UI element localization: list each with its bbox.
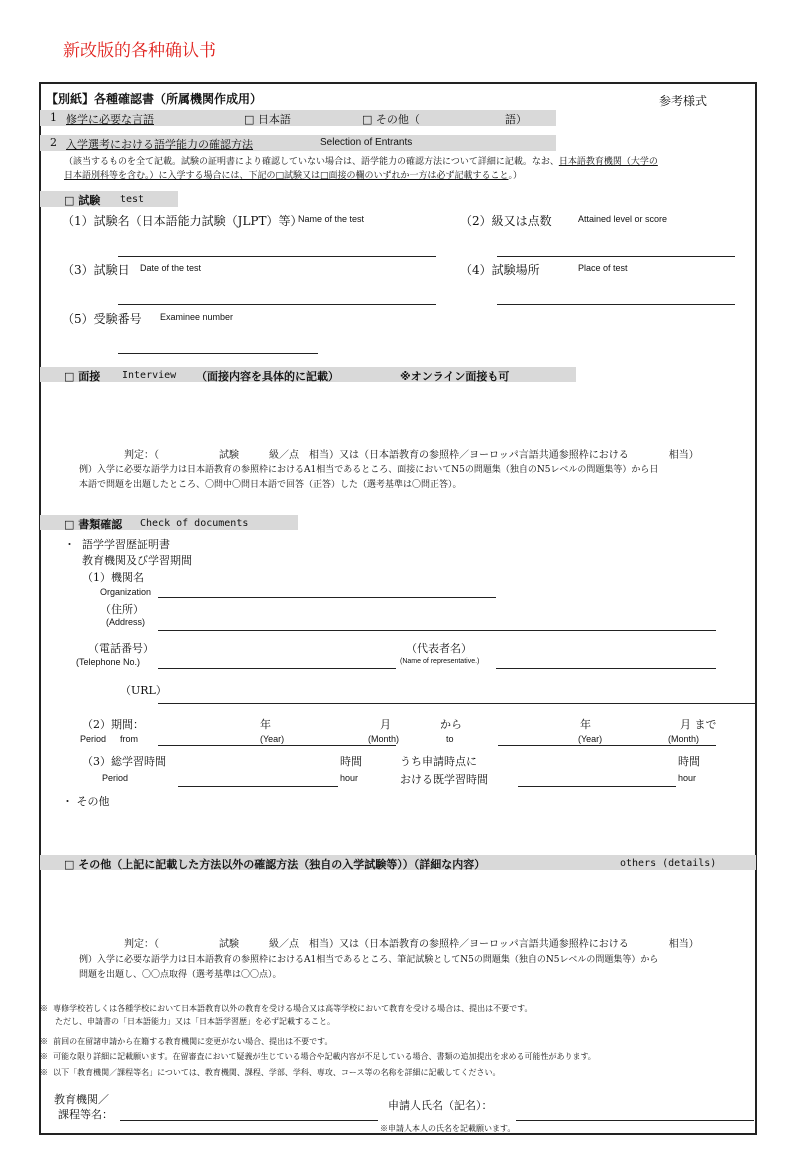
to-month-en: (Month) xyxy=(668,734,700,744)
others-judgement: 判定：（ 試験 級／点 相当）又は（日本語教育の参照枠／ヨーロッパ言語共通参照枠における 相当） xyxy=(124,939,699,950)
address-en: (Address) xyxy=(106,617,146,627)
checkbox-icon: □ xyxy=(64,858,75,871)
period-en: Period xyxy=(80,734,107,744)
q1-other-label: その他（ xyxy=(375,113,420,126)
test-date-field[interactable] xyxy=(118,304,436,305)
to-en: to xyxy=(446,734,454,744)
period-label: （2）期間： xyxy=(82,718,144,731)
q1-number: 1 xyxy=(50,111,57,124)
checkbox-icon: □ xyxy=(64,370,75,383)
note-4: ※ 以下「教育機関／課程等名」については、教育機関、課程、学部、学科、専攻、コース等の名称を詳細に記載してください。 xyxy=(40,1068,501,1077)
applicant-name-label: 申請人氏名（記名）： xyxy=(388,1099,493,1112)
org-label: （1）機関名 xyxy=(82,571,144,584)
from-month-label: 月 xyxy=(380,718,391,731)
note-1-line2: ただし、申請書の「日本語能力」又は「日本語学習歴」を必ず記載すること。 xyxy=(55,1017,335,1026)
others-example-line1: 例）入学に必要な語学力は日本語教育の参照枠におけるA1相当であるところ、筆記試験としてN5の問題集（独自のN5レベルの問題集等）から xyxy=(79,955,659,965)
to-year-en: (Year) xyxy=(578,734,603,744)
test-name-field[interactable] xyxy=(118,256,436,257)
q1-japanese-checkbox[interactable] xyxy=(244,111,291,127)
level-label: （2）級又は点数 xyxy=(460,214,552,228)
address-label: （住所） xyxy=(100,603,144,616)
kara-label: から xyxy=(440,718,462,731)
from-year-label: 年 xyxy=(260,718,271,731)
q1-label: 修学に必要な言語 xyxy=(66,113,154,126)
institution-label-line2: 課程等名： xyxy=(58,1108,113,1121)
note-2: ※ 前回の在留諸申請から在籍する教育機関に変更がない場合、提出は不要です。 xyxy=(40,1037,333,1046)
cert-subtitle: 教育機関及び学習期間 xyxy=(82,554,192,567)
interview-note: （面接内容を具体的に記載） xyxy=(196,370,339,383)
applicant-note: ※申請人本人の氏名を記載願います。 xyxy=(380,1124,516,1133)
period-to-field[interactable] xyxy=(498,745,716,746)
test-date-en: Date of the test xyxy=(140,263,202,273)
examinee-en: Examinee number xyxy=(160,312,234,322)
phone-field[interactable] xyxy=(158,668,396,669)
representative-label: （代表者名） xyxy=(406,642,472,655)
reference-label: 参考様式 xyxy=(659,94,708,108)
to-month-label: 月 まで xyxy=(680,718,717,731)
examinee-field[interactable] xyxy=(118,353,318,354)
institution-label-line1: 教育機関／ xyxy=(54,1093,109,1106)
checkbox-icon: □ xyxy=(362,113,373,126)
interview-online-note: ※オンライン面接も可 xyxy=(400,370,510,383)
sofar-line2: おける既学習時間 xyxy=(400,773,488,786)
url-field[interactable] xyxy=(158,703,756,704)
interview-example-line2: 本語で問題を出題したところ、〇問中〇問日本語で回答（正答）した（選考基準は〇問正答）。 xyxy=(79,480,462,490)
documents-title-en: Check of documents xyxy=(140,518,249,529)
test-place-en: Place of test xyxy=(578,263,628,273)
interview-judgement: 判定：（ 試験 級／点 相当）又は（日本語教育の参照枠／ヨーロッパ言語共通参照枠における 相当） xyxy=(124,450,699,461)
checkbox-icon: □ xyxy=(244,113,255,126)
level-en: Attained level or score xyxy=(578,214,668,224)
interview-example-line1: 例）入学に必要な語学力は日本語教育の参照枠におけるA1相当であるところ、面接においてN5の問題集（独自のN5レベルの問題集等）から日 xyxy=(79,465,659,475)
q2-note-line1: （該当するものを全て記載。試験の証明書により確認していない場合は、語学能力の確認方法について詳細に記載。なお、日本語教育機関（大学の xyxy=(64,157,658,167)
interview-title-en: Interview xyxy=(122,370,177,381)
q1-other-checkbox[interactable] xyxy=(362,111,420,127)
representative-en: (Name of representative.) xyxy=(400,658,480,665)
test-date-label: （3）試験日 xyxy=(62,263,130,277)
interview-section-header[interactable]: □ 面接 xyxy=(64,370,101,383)
q2-note-line2: 日本語別科等を含む。）に入学する場合には、下記の□試験又は□面接の欄のいずれか一方は必ず記載すること。） xyxy=(64,171,523,181)
note-3: ※ 可能な限り詳細に記載願います。在留審査において疑義が生じている場合や記載内容が不足している場合、書類の追加提出を求める可能性があります。 xyxy=(40,1052,596,1061)
total-hours-unit-en: hour xyxy=(340,773,359,783)
test-band xyxy=(40,191,178,207)
q2-label: 入学選考における語学能力の確認方法 xyxy=(66,138,253,151)
from-year-en: (Year) xyxy=(260,734,285,744)
phone-en: (Telephone No.) xyxy=(76,657,141,667)
test-name-label: （1）試験名（日本語能力試験（JLPT）等） xyxy=(62,214,303,228)
institution-field[interactable] xyxy=(120,1120,378,1121)
test-title-en: test xyxy=(120,194,145,205)
others-example-line2: 問題を出題し、〇〇点取得（選考基準は〇〇点）。 xyxy=(79,970,282,980)
organization-field[interactable] xyxy=(158,597,496,598)
documents-section-header[interactable]: □ 書類確認 xyxy=(64,518,123,531)
period-from-field[interactable] xyxy=(158,745,396,746)
cert-label: 語学学習歴証明書 xyxy=(82,538,170,551)
url-label: （URL） xyxy=(120,684,167,697)
level-field[interactable] xyxy=(497,256,735,257)
sofar-hours-field[interactable] xyxy=(518,786,676,787)
others-title-en: others (details) xyxy=(620,858,717,869)
examinee-label: （5）受験番号 xyxy=(62,312,142,326)
applicant-name-field[interactable] xyxy=(516,1120,754,1121)
q2-number: 2 xyxy=(50,136,57,149)
test-place-field[interactable] xyxy=(497,304,735,305)
total-hours-label: （3）総学習時間 xyxy=(82,755,166,768)
total-hours-field[interactable] xyxy=(178,786,338,787)
bullet: ・ xyxy=(64,538,75,551)
note-1: ※ 専修学校若しくは各種学校において日本語教育以外の教育を受ける場合又は高等学校において教育を受ける場合は、提出は不要です。 xyxy=(40,1004,533,1013)
total-hours-en: Period xyxy=(102,773,129,783)
test-name-en: Name of the test xyxy=(298,214,365,224)
documents-other-label: ・ その他 xyxy=(62,795,110,808)
representative-field[interactable] xyxy=(496,668,716,669)
q2-label-en: Selection of Entrants xyxy=(320,137,413,148)
sofar-hours-unit-en: hour xyxy=(678,773,697,783)
checkbox-icon: □ xyxy=(64,518,75,531)
phone-label: （電話番号） xyxy=(88,642,154,655)
test-section-header[interactable]: □ 試験 xyxy=(64,194,101,207)
org-en: Organization xyxy=(100,587,152,597)
checkbox-icon: □ xyxy=(64,194,75,207)
sofar-line1: うち申請時点に xyxy=(400,755,477,768)
others-section-header[interactable]: □ その他（上記に記載した方法以外の確認方法（独自の入学試験等））（詳細な内容） xyxy=(64,858,486,871)
q1-japanese-label: 日本語 xyxy=(257,113,291,126)
form-heading: 【別紙】各種確認書（所属機関作成用） xyxy=(46,92,263,106)
q1-other-suffix: 語） xyxy=(505,113,527,126)
test-place-label: （4）試験場所 xyxy=(460,263,540,277)
total-hours-unit: 時間 xyxy=(340,755,362,768)
from-month-en: (Month) xyxy=(368,734,400,744)
from-en: from xyxy=(120,734,138,744)
sofar-hours-unit: 時間 xyxy=(678,755,700,768)
address-field[interactable] xyxy=(158,630,716,631)
to-year-label: 年 xyxy=(580,718,591,731)
page-title: 新改版的各种确认书 xyxy=(63,41,216,61)
